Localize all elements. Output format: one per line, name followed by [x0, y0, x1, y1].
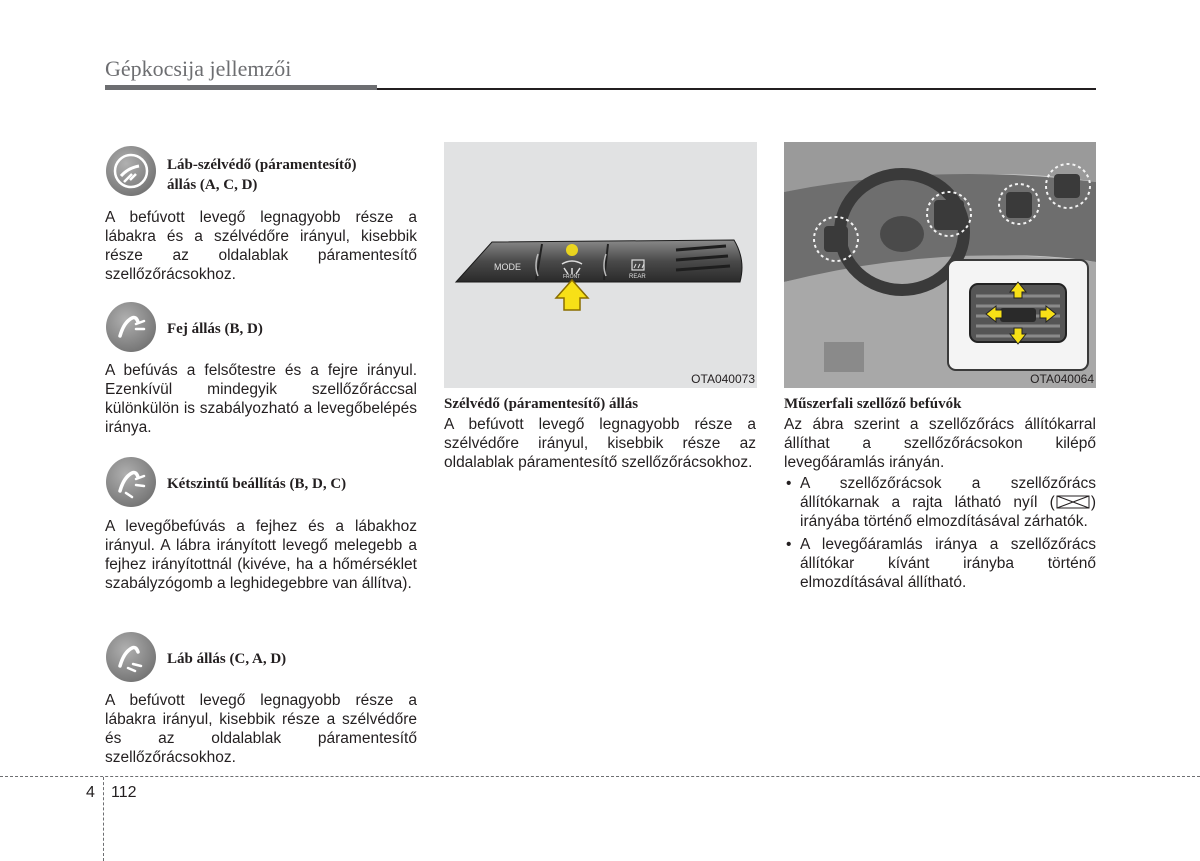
mode-title — [167, 155, 357, 195]
figure-code: OTA040073 — [691, 372, 755, 386]
section-title: Műszerfali szellőző befúvók — [784, 396, 962, 412]
floor-mode-icon — [106, 632, 156, 682]
bullet-item — [784, 474, 1096, 531]
rear-button-label: REAR — [629, 274, 646, 280]
bi-level-mode-icon — [106, 457, 156, 507]
bullet-text-after: ) irányába történő elmozdításával zárhatók. — [800, 494, 1096, 530]
mode-title: Láb állás (C, A, D) — [167, 651, 287, 667]
dashboard-illustration — [784, 142, 1096, 388]
section-text: Az ábra szerint a szellőzőrács állítókarral állíthat a szellőzőrácsokon kilépő levegőáramlás irányán. — [784, 416, 1096, 471]
footer-dashed-rule — [0, 776, 1200, 777]
mode-description: A befúvott levegő legnagyobb része a lábakra és a szélvédőre irányul, kisebbik része az oldalablak páramentesítő szellőzőrácsokhoz. — [105, 209, 417, 283]
mode-button-label: MODE — [494, 262, 521, 272]
dashboard-vents-figure — [784, 142, 1096, 388]
face-mode-icon — [106, 302, 156, 352]
mode-title: Kétszintű beállítás (B, D, C) — [167, 476, 347, 492]
control-panel-illustration — [444, 142, 757, 388]
footer-vertical-dashed-rule — [103, 777, 104, 861]
header-rule-thin — [377, 88, 1096, 90]
mode-title: Fej állás (B, D) — [167, 321, 263, 337]
close-vent-arrow-icon — [1056, 495, 1090, 509]
header-rule-thick — [105, 85, 377, 90]
bullet-list — [784, 474, 1096, 596]
figure-code: OTA040064 — [1030, 372, 1094, 386]
mode-description: A befúvott levegő legnagyobb része a lábakra irányul, kisebbik része a szélvédőre és az oldalablak páramentesítő szellőzőrácsokhoz. — [105, 692, 417, 766]
chapter-number: 4 — [86, 784, 95, 801]
page-header-title: Gépkocsija jellemzői — [105, 56, 292, 81]
bullet-text-before: A levegőáramlás iránya a szellőzőrács állítókar kívánt irányba történő elmozdításával állítható. — [800, 536, 1096, 591]
mode-title-line2: állás (A, C, D) — [167, 177, 258, 193]
front-button-label: FRONT — [563, 274, 581, 280]
page-number: 112 — [111, 784, 137, 801]
bullet-text-before: A szellőzőrácsok a szellőzőrács állítókarnak a rajta látható nyíl ( — [800, 475, 1096, 511]
mode-description: A befúvás a felsőtestre és a fejre irányul. Ezenkívül mindegyik szellőzőráccsal különkülön is szabályozható a levegőbelépés iránya. — [105, 362, 417, 436]
bullet-item — [784, 535, 1096, 592]
section-title: Szélvédő (páramentesítő) állás — [444, 396, 639, 412]
control-panel-figure — [444, 142, 757, 388]
section-text: A befúvott levegő legnagyobb része a szélvédőre irányul, kisebbik része az oldalablak páramentesítő szellőzőrácsokhoz. — [444, 416, 756, 471]
mode-description: A levegőbefúvás a fejhez és a lábakhoz irányul. A lábra irányított levegő melegebb a fejhez irányítottnál (kivéve, ha a hőmérséklet szabályzógomb a leghidegebbre van állítva). — [105, 518, 417, 592]
floor-defrost-mode-icon — [106, 146, 156, 196]
mode-title-line1: Láb-szélvédő (páramentesítő) — [167, 157, 357, 173]
